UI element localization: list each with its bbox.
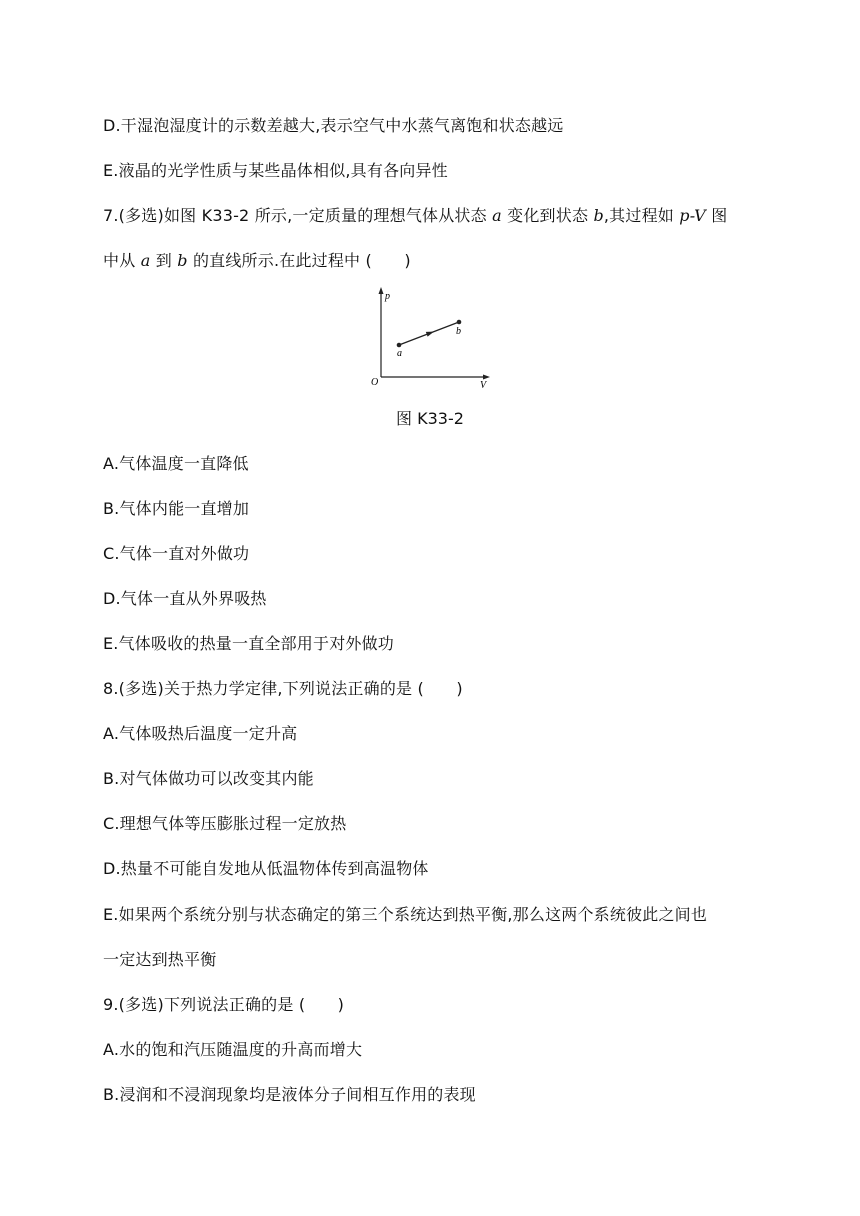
q8-option-c: C.理想气体等压膨胀过程一定放热 [103, 814, 347, 833]
p-axis-arrow [379, 287, 384, 294]
q7-option-c: C.气体一直对外做功 [103, 544, 250, 563]
q8-option-e-continued: 一定达到热平衡 [103, 950, 217, 969]
point-b-label: b [456, 326, 461, 337]
point-b [457, 320, 462, 325]
q7-stem-line2: 中从 a 到 b 的直线所示.在此过程中 ( ) [103, 251, 411, 270]
direction-arrow [426, 332, 434, 337]
q7-option-e: E.气体吸收的热量一直全部用于对外做功 [103, 634, 394, 653]
p-axis-label: p [385, 291, 390, 302]
figure-caption: 图 K33-2 [396, 409, 464, 428]
point-a [397, 343, 402, 348]
q9-option-b: B.浸润和不浸润现象均是液体分子间相互作用的表现 [103, 1085, 476, 1104]
v-axis-arrow [483, 375, 490, 380]
q8-option-a: A.气体吸热后温度一定升高 [103, 724, 298, 743]
q7-option-a: A.气体温度一直降低 [103, 454, 249, 473]
q7-option-b: B.气体内能一直增加 [103, 499, 250, 518]
point-a-label: a [397, 348, 402, 359]
q6-option-e: E.液晶的光学性质与某些晶体相似,具有各向异性 [103, 161, 448, 180]
q7-option-d: D.气体一直从外界吸热 [103, 589, 267, 608]
q8-option-e: E.如果两个系统分别与状态确定的第三个系统达到热平衡,那么这两个系统彼此之间也 [103, 905, 708, 924]
q9-stem: 9.(多选)下列说法正确的是 ( ) [103, 995, 345, 1014]
q8-option-d: D.热量不可能自发地从低温物体传到高温物体 [103, 859, 429, 878]
q6-option-d: D.干湿泡湿度计的示数差越大,表示空气中水蒸气离饱和状态越远 [103, 116, 564, 135]
origin-label: O [371, 377, 379, 388]
q8-option-b: B.对气体做功可以改变其内能 [103, 769, 314, 788]
q8-stem: 8.(多选)关于热力学定律,下列说法正确的是 ( ) [103, 679, 463, 698]
q7-stem-line1: 7.(多选)如图 K33-2 所示,一定质量的理想气体从状态 a 变化到状态 b,其过程如 p-V 图 [103, 206, 728, 225]
pv-diagram [366, 285, 496, 393]
q9-option-a: A.水的饱和汽压随温度的升高而增大 [103, 1040, 363, 1059]
v-axis-label: V [480, 380, 487, 391]
